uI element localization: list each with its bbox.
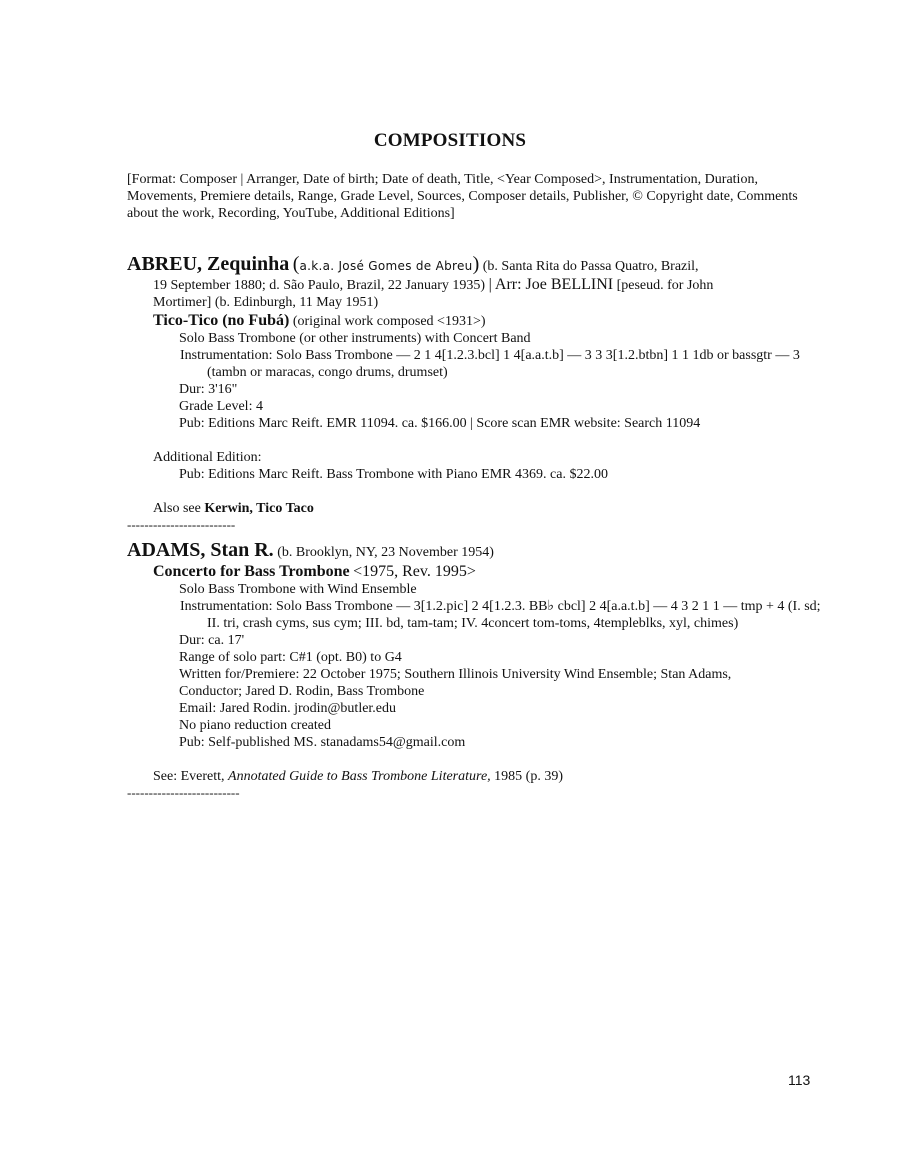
- scoring: Solo Bass Trombone (or other instruments) with Concert Band: [179, 331, 531, 346]
- work-year: <1975, Rev. 1995>: [353, 563, 476, 580]
- see-reference: [127, 768, 827, 785]
- instrumentation: Instrumentation: Solo Bass Trombone — 2 1 4[1.2.3.bcl] 1 4[a.a.t.b] — 3 3 3[1.2.btbn] 1 1 1db or bassgtr — 3 (tambn or maracas, congo drums, drumset): [180, 348, 800, 380]
- work-heading: [127, 563, 827, 581]
- entry-separator: -------------------------: [127, 517, 236, 532]
- see-rest: 1985 (p. 39): [494, 769, 563, 784]
- composer-birth-cont: [127, 276, 827, 294]
- page-title: COMPOSITIONS: [373, 130, 527, 151]
- work-title: Tico-Tico (no Fubá): [153, 312, 290, 329]
- arranger: | Arr: Joe BELLINI: [488, 276, 614, 293]
- composer-birth: (b. Santa Rita do Passa Quatro, Brazil,: [482, 259, 699, 274]
- range: Range of solo part: C#1 (opt. B0) to G4: [179, 650, 402, 665]
- also-see-label: Also see: [153, 501, 201, 516]
- publisher: Pub: Editions Marc Reift. EMR 11094. ca. $166.00 | Score scan EMR website: Search 11094: [179, 416, 701, 431]
- composer-birth: (b. Brooklyn, NY, 23 November 1954): [277, 545, 494, 560]
- also-see: [127, 500, 827, 517]
- work-note: (original work composed <1931>): [292, 314, 486, 329]
- instrumentation: Instrumentation: Solo Bass Trombone — 3[1.2.pic] 2 4[1.2.3. BB♭ cbcl] 2 4[a.a.t.b] — 4 3 2 1 1 — tmp + 4 (I. sd; II. tri, crash cyms, sus cym; III. bd, tam-tam; IV. 4concert tom-toms, 4templeblks, xyl, chimes): [180, 599, 821, 631]
- publisher: Pub: Self-published MS. stanadams54@gmail.com: [179, 735, 466, 750]
- additional-edition-label: Additional Edition:: [153, 450, 262, 465]
- arranger-note: [peseud. for John: [616, 278, 714, 293]
- scoring: Solo Bass Trombone with Wind Ensemble: [179, 582, 417, 597]
- arranger-details: Mortimer] (b. Edinburgh, 11 May 1951): [153, 295, 379, 310]
- also-see-reference: Kerwin, Tico Taco: [204, 501, 314, 516]
- work-heading: [127, 312, 827, 330]
- composer-aka: a.k.a. José Gomes de Abreu: [299, 259, 473, 273]
- entry-separator: --------------------------: [127, 785, 240, 800]
- composer-heading: [127, 255, 827, 276]
- composition-entry-adams: [127, 541, 827, 800]
- premiere: Written for/Premiere: 22 October 1975; Southern Illinois University Wind Ensemble; Stan Adams,: [179, 667, 732, 682]
- format-note: [Format: Composer | Arranger, Date of birth; Date of death, Title, <Year Composed>, Instrumentation, Duration, Movements, Premiere details, Range, Grade Level, Sources, Composer details, Publisher, © Copyright date, Comments about the work, Recording, YouTube, Additional Editions]: [127, 172, 798, 221]
- paren-close: ): [472, 253, 480, 275]
- duration: Dur: ca. 17': [179, 633, 245, 648]
- premiere-cont: Conductor; Jared D. Rodin, Bass Trombone: [179, 684, 425, 699]
- email: Email: Jared Rodin. jrodin@butler.edu: [179, 701, 397, 716]
- composer-heading: [127, 541, 827, 562]
- duration: Dur: 3'16": [179, 382, 238, 397]
- composition-entry-abreu: [127, 255, 827, 532]
- birth-death-text: 19 September 1880; d. São Paulo, Brazil, 22 January 1935): [153, 278, 486, 293]
- composer-name: ADAMS, Stan R.: [127, 539, 274, 561]
- piano-reduction: No piano reduction created: [179, 718, 331, 733]
- page-number: 113: [788, 1072, 811, 1088]
- grade-level: Grade Level: 4: [179, 399, 263, 414]
- composer-name: ABREU, Zequinha: [127, 253, 290, 275]
- see-title: Annotated Guide to Bass Trombone Literature,: [228, 769, 491, 784]
- work-title: Concerto for Bass Trombone: [153, 563, 350, 580]
- paren-open: (: [292, 253, 300, 275]
- additional-edition-pub: Pub: Editions Marc Reift. Bass Trombone with Piano EMR 4369. ca. $22.00: [179, 467, 608, 482]
- see-label: See: Everett,: [153, 769, 225, 784]
